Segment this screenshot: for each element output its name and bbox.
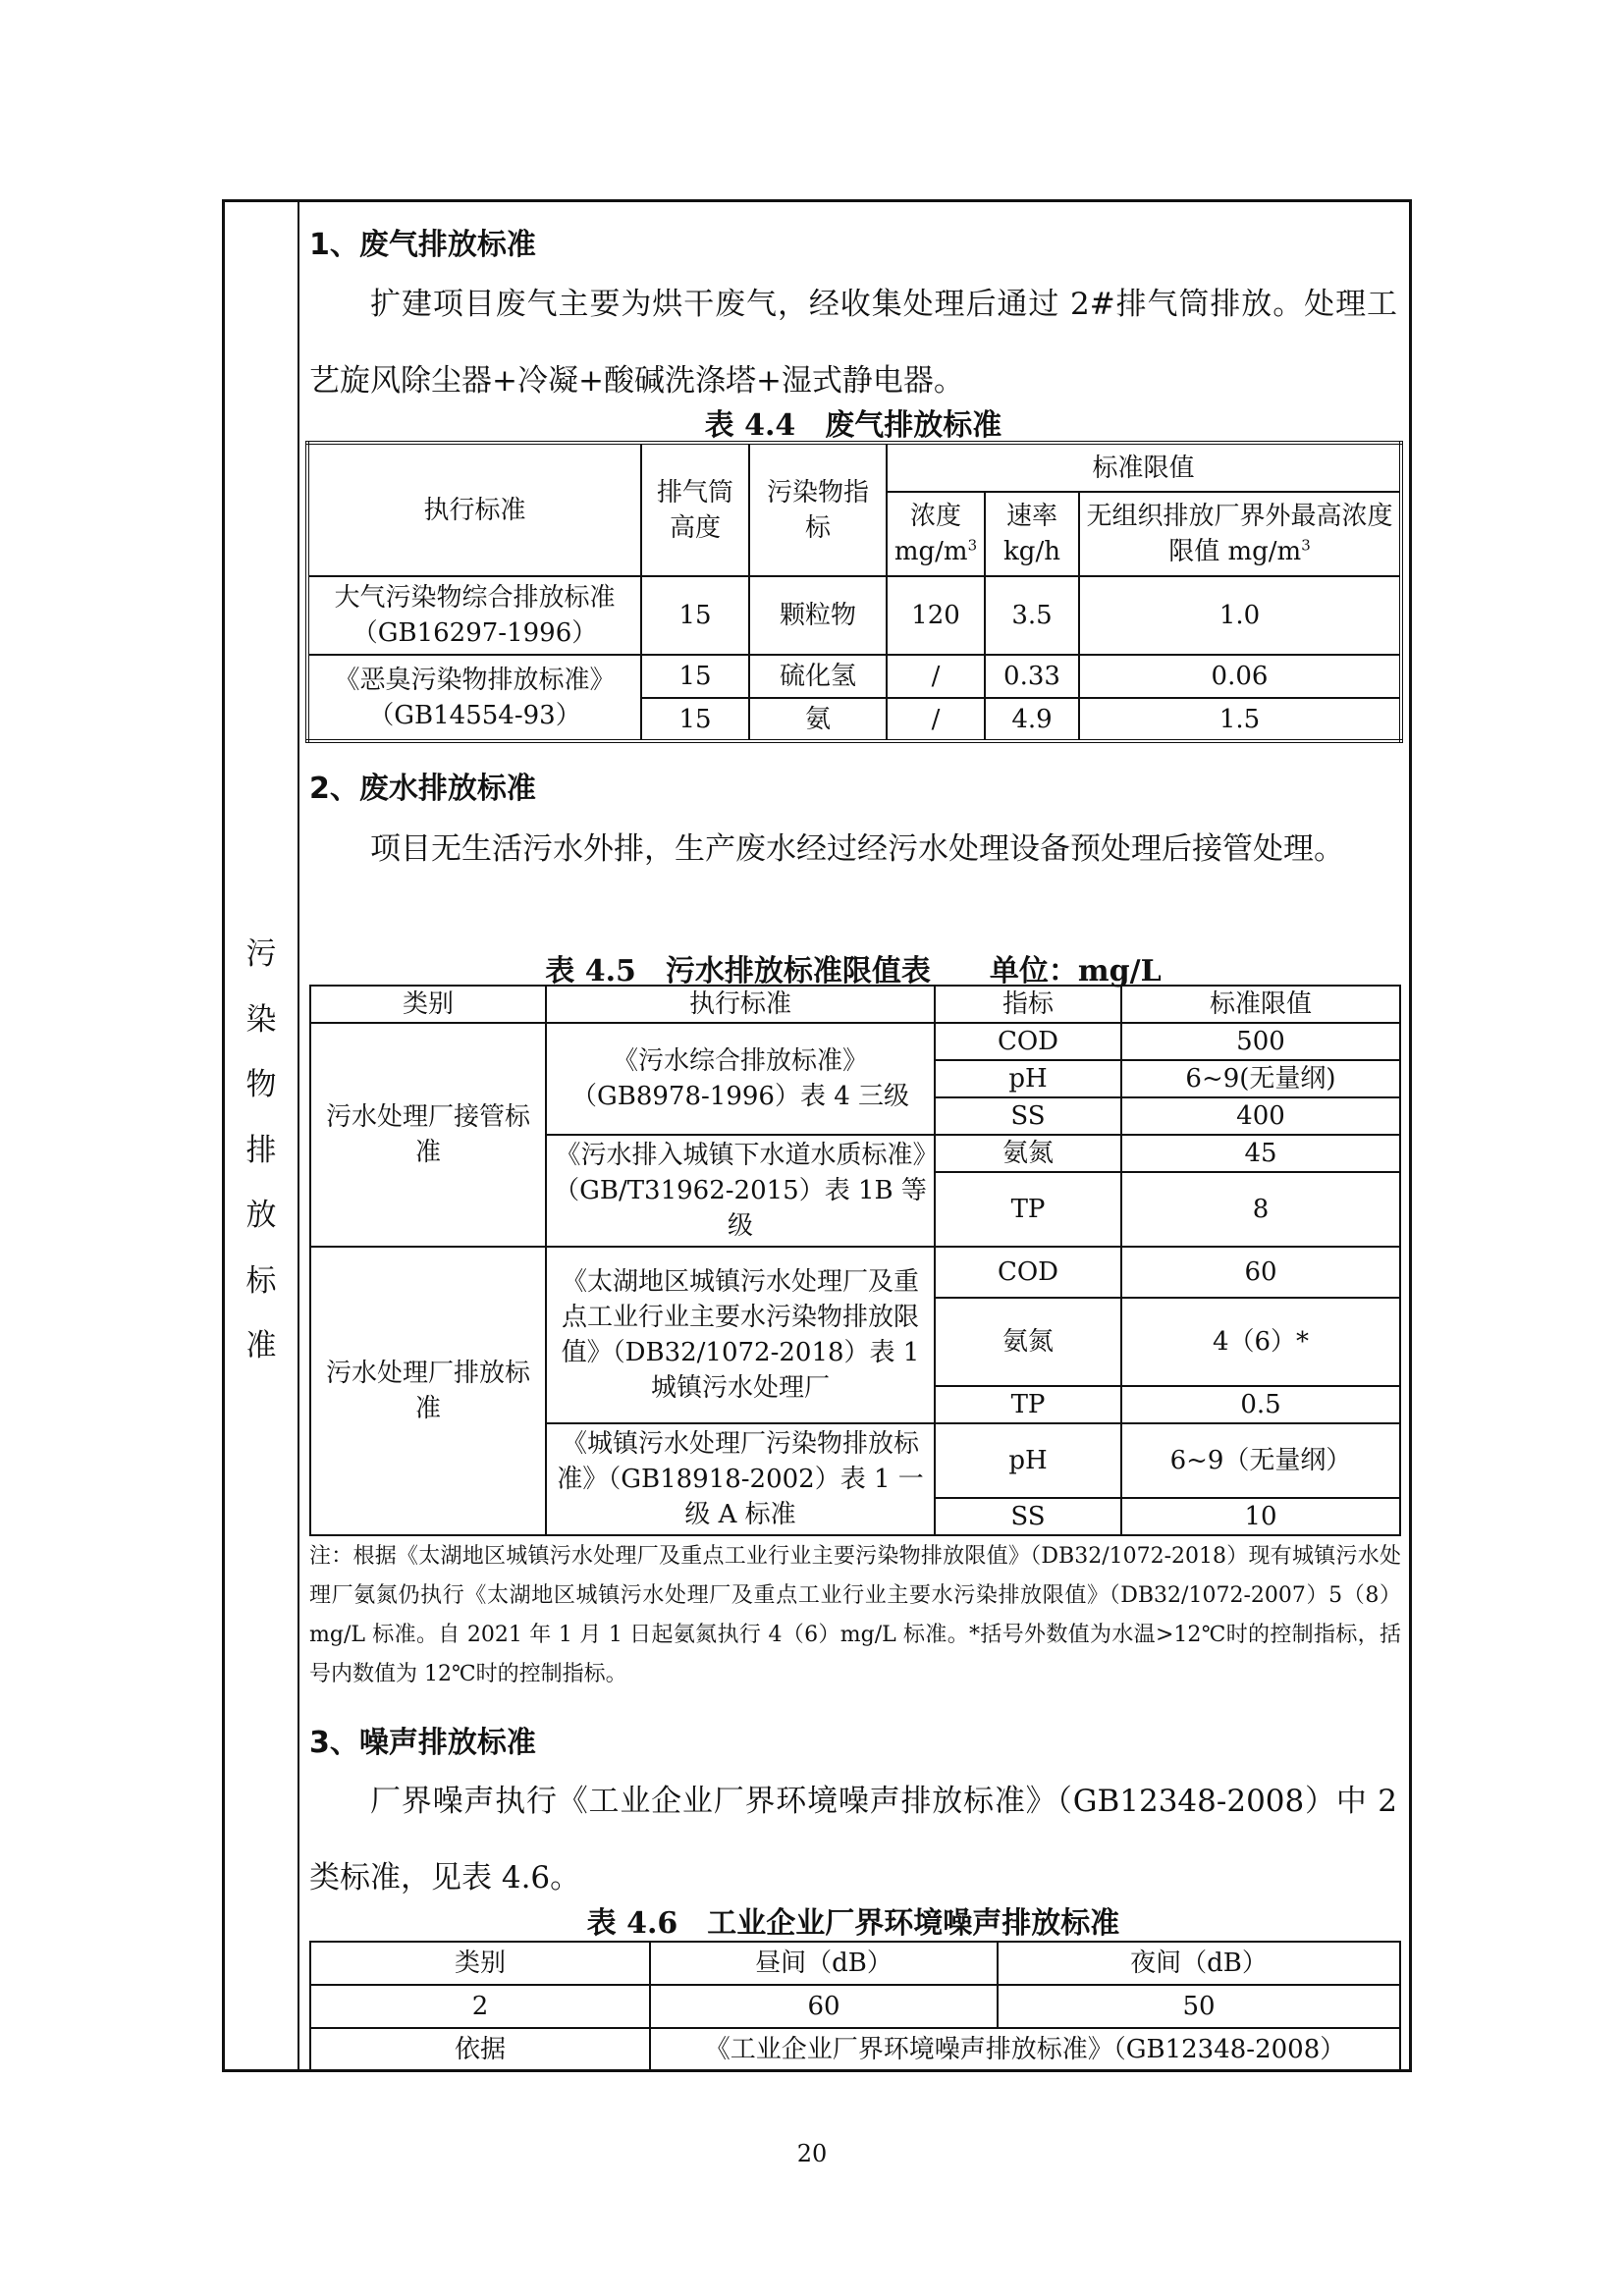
table-cell-category: 污水处理厂排放标准 [310,1247,546,1535]
table-cell: 0.06 [1079,655,1401,698]
header-concentration-label: 浓度 [909,502,961,531]
side-column [225,202,299,2069]
wastewater-standard-table [309,985,1401,1536]
header-limit: 标准限值 [1121,986,1400,1023]
header-fugitive [1079,492,1401,576]
header-limit: 标准限值 [887,443,1401,492]
table-cell: 60 [1121,1247,1400,1298]
exhaust-standard-table [305,441,1403,743]
table-4-5-caption: 表 4.5 污水排放标准限值表 单位：mg/L [545,954,1162,988]
table-cell-standard: 《污水排入城镇下水道水质标准》（GB/T31962-2015）表 1B 等级 [546,1135,935,1247]
table-cell: 《工业企业厂界环境噪声排放标准》（GB12348-2008） [650,2028,1400,2071]
header-night: 夜间（dB） [998,1942,1400,1985]
table-cell: / [887,655,985,698]
header-rate-unit: kg/h [1003,537,1060,566]
table-cell: TP [935,1172,1121,1247]
table-cell: 依据 [310,2028,650,2071]
table-4-6-caption: 表 4.6 工业企业厂界环境噪声排放标准 [586,1906,1120,1941]
table-cell: 500 [1121,1023,1400,1060]
table-note: 注：根据《太湖地区城镇污水处理厂及重点工业行业主要污染物排放限值》（DB32/1072-2018）现有城镇污水处理厂氨氮仍执行《太湖地区城镇污水处理厂及重点工业行业主要水污染排放限值》（DB32/1072-2007）5（8）mg/L 标准。自 2021 年 1 月 1 日起氨氮执行 4（6）mg/L 标准。*括号外数值为水温>12℃时的控制指标，括号内数值为 12℃时的控制指标。 [309,1544,1401,1686]
table-cell-standard: 《污水综合排放标准》（GB8978-1996）表 4 三级 [546,1023,935,1135]
superscript-3: 3 [1301,536,1311,555]
table-cell: 60 [650,1985,998,2028]
side-label-char: 物 [245,1067,277,1102]
header-rate [985,492,1079,576]
side-label-char: 放 [245,1198,277,1233]
page-number: 20 [796,2140,828,2167]
table-cell: 6~9（无量纲） [1121,1423,1400,1498]
header-stack-height: 排气筒高度 [641,443,749,576]
table-cell: 3.5 [985,576,1079,655]
table-cell: 8 [1121,1172,1400,1247]
table-cell: 120 [887,576,985,655]
header-rate-label: 速率 [1005,502,1057,531]
table-cell: COD [935,1247,1121,1298]
table-cell: 15 [641,655,749,698]
side-label-char: 染 [245,1001,277,1038]
header-concentration [887,492,985,576]
noise-standard-table [309,1941,1401,2072]
side-label [225,922,298,1379]
table-cell: COD [935,1023,1121,1060]
table-cell: pH [935,1423,1121,1498]
table-cell: 硫化氢 [749,655,887,698]
section-1-paragraph: 扩建项目废气主要为烘干废气，经收集处理后通过 2#排气筒排放。处理工艺旋风除尘器+冷凝+酸碱洗涤塔+湿式静电器。 [309,287,1397,399]
header-category: 类别 [310,1942,650,1985]
table-cell: SS [935,1498,1121,1535]
table-cell-standard: 《城镇污水处理厂污染物排放标准》（GB18918-2002）表 1 一级 A 标准 [546,1423,935,1535]
content-column [298,202,1409,2069]
table-cell: 4（6）* [1121,1298,1400,1386]
table-cell: 15 [641,576,749,655]
table-cell: 15 [641,698,749,741]
superscript-3: 3 [967,536,978,555]
table-cell: TP [935,1386,1121,1423]
table-cell: 氨氮 [935,1135,1121,1172]
table-cell: 45 [1121,1135,1400,1172]
section-2-paragraph: 项目无生活污水外排，生产废水经过经污水处理设备预处理后接管处理。 [370,831,1344,867]
table-cell: 氨氮 [935,1298,1121,1386]
side-label-char: 准 [245,1328,277,1363]
header-day: 昼间（dB） [650,1942,998,1985]
table-cell-standard: 大气污染物综合排放标准（GB16297-1996） [307,576,641,655]
table-cell: 氨 [749,698,887,741]
table-cell: 4.9 [985,698,1079,741]
header-standard: 执行标准 [546,986,935,1023]
table-4-4-caption: 表 4.4 废气排放标准 [704,408,1002,443]
table-cell: 10 [1121,1498,1400,1535]
table-cell: pH [935,1060,1121,1097]
page-frame [222,199,1412,2072]
table-cell-standard: 《太湖地区城镇污水处理厂及重点工业行业主要水污染物排放限值》（DB32/1072-2018）表 1 城镇污水处理厂 [546,1247,935,1423]
table-cell: SS [935,1097,1121,1135]
section-3-paragraph: 厂界噪声执行《工业企业厂界环境噪声排放标准》（GB12348-2008）中 2 类标准，见表 4.6。 [309,1784,1397,1896]
header-pollutant: 污染物指标 [749,443,887,576]
section-1-heading: 1、废气排放标准 [309,228,536,262]
table-cell: 0.5 [1121,1386,1400,1423]
table-cell: 颗粒物 [749,576,887,655]
side-label-char: 排 [245,1132,277,1168]
table-cell: 0.33 [985,655,1079,698]
header-category: 类别 [310,986,546,1023]
table-cell-standard: 《恶臭污染物排放标准》（GB14554-93） [307,655,641,741]
table-cell-category: 污水处理厂接管标准 [310,1023,546,1247]
table-cell: 6~9(无量纲) [1121,1060,1400,1097]
table-cell: 400 [1121,1097,1400,1135]
header-fugitive-label: 无组织排放厂界外最高浓度限值 mg/m [1086,502,1393,566]
header-concentration-unit: mg/m [893,537,968,566]
table-cell: 50 [998,1985,1400,2028]
table-cell: 1.5 [1079,698,1401,741]
table-cell: 2 [310,1985,650,2028]
section-2-heading: 2、废水排放标准 [309,772,536,806]
section-3-heading: 3、噪声排放标准 [309,1726,536,1760]
table-cell: / [887,698,985,741]
table-cell: 1.0 [1079,576,1401,655]
side-label-char: 污 [245,936,277,972]
header-indicator: 指标 [935,986,1121,1023]
side-label-char: 标 [245,1262,277,1299]
header-standard: 执行标准 [307,443,641,576]
